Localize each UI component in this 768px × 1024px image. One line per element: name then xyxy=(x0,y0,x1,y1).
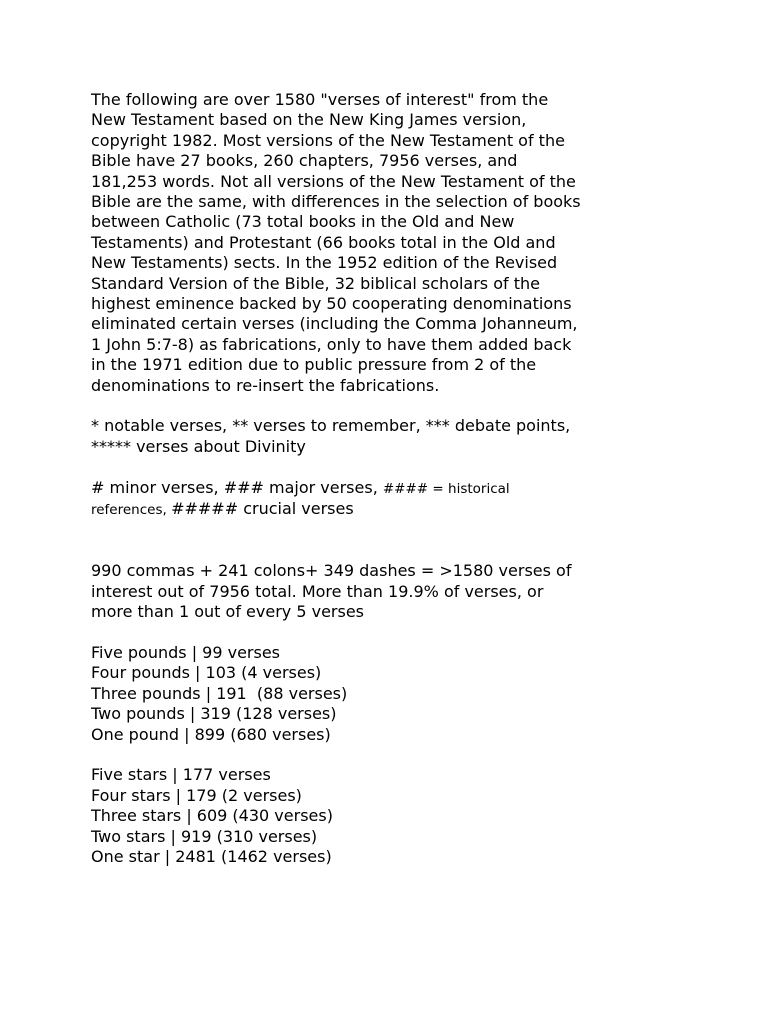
list-item: Five stars | 177 verses xyxy=(91,765,271,785)
summary-paragraph xyxy=(91,561,651,622)
intro-paragraph xyxy=(91,90,651,396)
list-item: Three stars | 609 (430 verses) xyxy=(91,806,333,826)
document-page xyxy=(91,90,651,867)
text-line: New Testament based on the New King James version, xyxy=(91,110,527,130)
text-line: New Testaments) sects. In the 1952 edition of the Revised xyxy=(91,253,558,273)
list-item: Two stars | 919 (310 verses) xyxy=(91,826,318,846)
text-line: denominations to re-insert the fabrications. xyxy=(91,375,440,395)
text-line: The following are over 1580 "verses of interest" from the xyxy=(91,90,549,109)
pound-counts-list xyxy=(91,643,651,745)
pound-legend-references: references, xyxy=(91,502,172,519)
star-counts-list xyxy=(91,765,651,867)
text-line: more than 1 out of every 5 verses xyxy=(91,602,364,622)
text-line: 1 John 5:7-8) as fabrications, only to have them added back xyxy=(91,334,572,354)
list-item: Three pounds | 191 (88 verses) xyxy=(91,683,348,703)
text-line: Testaments) and Protestant (66 books total in the Old and xyxy=(91,232,556,252)
text-line: 990 commas + 241 colons+ 349 dashes = >1580 verses of xyxy=(91,561,572,581)
text-line: in the 1971 edition due to public pressure from 2 of the xyxy=(91,355,537,375)
pound-legend-line-2 xyxy=(91,499,651,520)
list-item: One star | 2481 (1462 verses) xyxy=(91,846,332,866)
list-item: Two pounds | 319 (128 verses) xyxy=(91,704,337,724)
pound-legend-crucial: ##### crucial verses xyxy=(171,499,354,519)
text-line: Bible have 27 books, 260 chapters, 7956 verses, and xyxy=(91,151,518,171)
pound-legend-line-1 xyxy=(91,478,651,499)
text-line: Standard Version of the Bible, 32 biblical scholars of the xyxy=(91,273,540,293)
text-line: copyright 1982. Most versions of the New Testament of the xyxy=(91,130,565,150)
list-item: One pound | 899 (680 verses) xyxy=(91,724,331,744)
text-line: * notable verses, ** verses to remember, *** debate points, xyxy=(91,416,571,436)
text-line: eliminated certain verses (including the Comma Johanneum, xyxy=(91,314,578,334)
text-line: 181,253 words. Not all versions of the New Testament of the xyxy=(91,171,576,191)
text-line: interest out of 7956 total. More than 19.9% of verses, or xyxy=(91,581,544,601)
text-line: Bible are the same, with differences in the selection of books xyxy=(91,192,581,212)
pound-legend-text: # minor verses, ### major verses, xyxy=(91,477,383,497)
star-legend xyxy=(91,416,651,457)
text-line: between Catholic (73 total books in the Old and New xyxy=(91,212,515,232)
pound-legend xyxy=(91,478,651,521)
list-item: Four stars | 179 (2 verses) xyxy=(91,785,302,805)
list-item: Four pounds | 103 (4 verses) xyxy=(91,663,322,683)
text-line: ***** verses about Divinity xyxy=(91,436,306,456)
list-item: Five pounds | 99 verses xyxy=(91,642,281,662)
text-line: highest eminence backed by 50 cooperating denominations xyxy=(91,294,572,314)
pound-legend-historical: #### = historical xyxy=(382,480,510,497)
